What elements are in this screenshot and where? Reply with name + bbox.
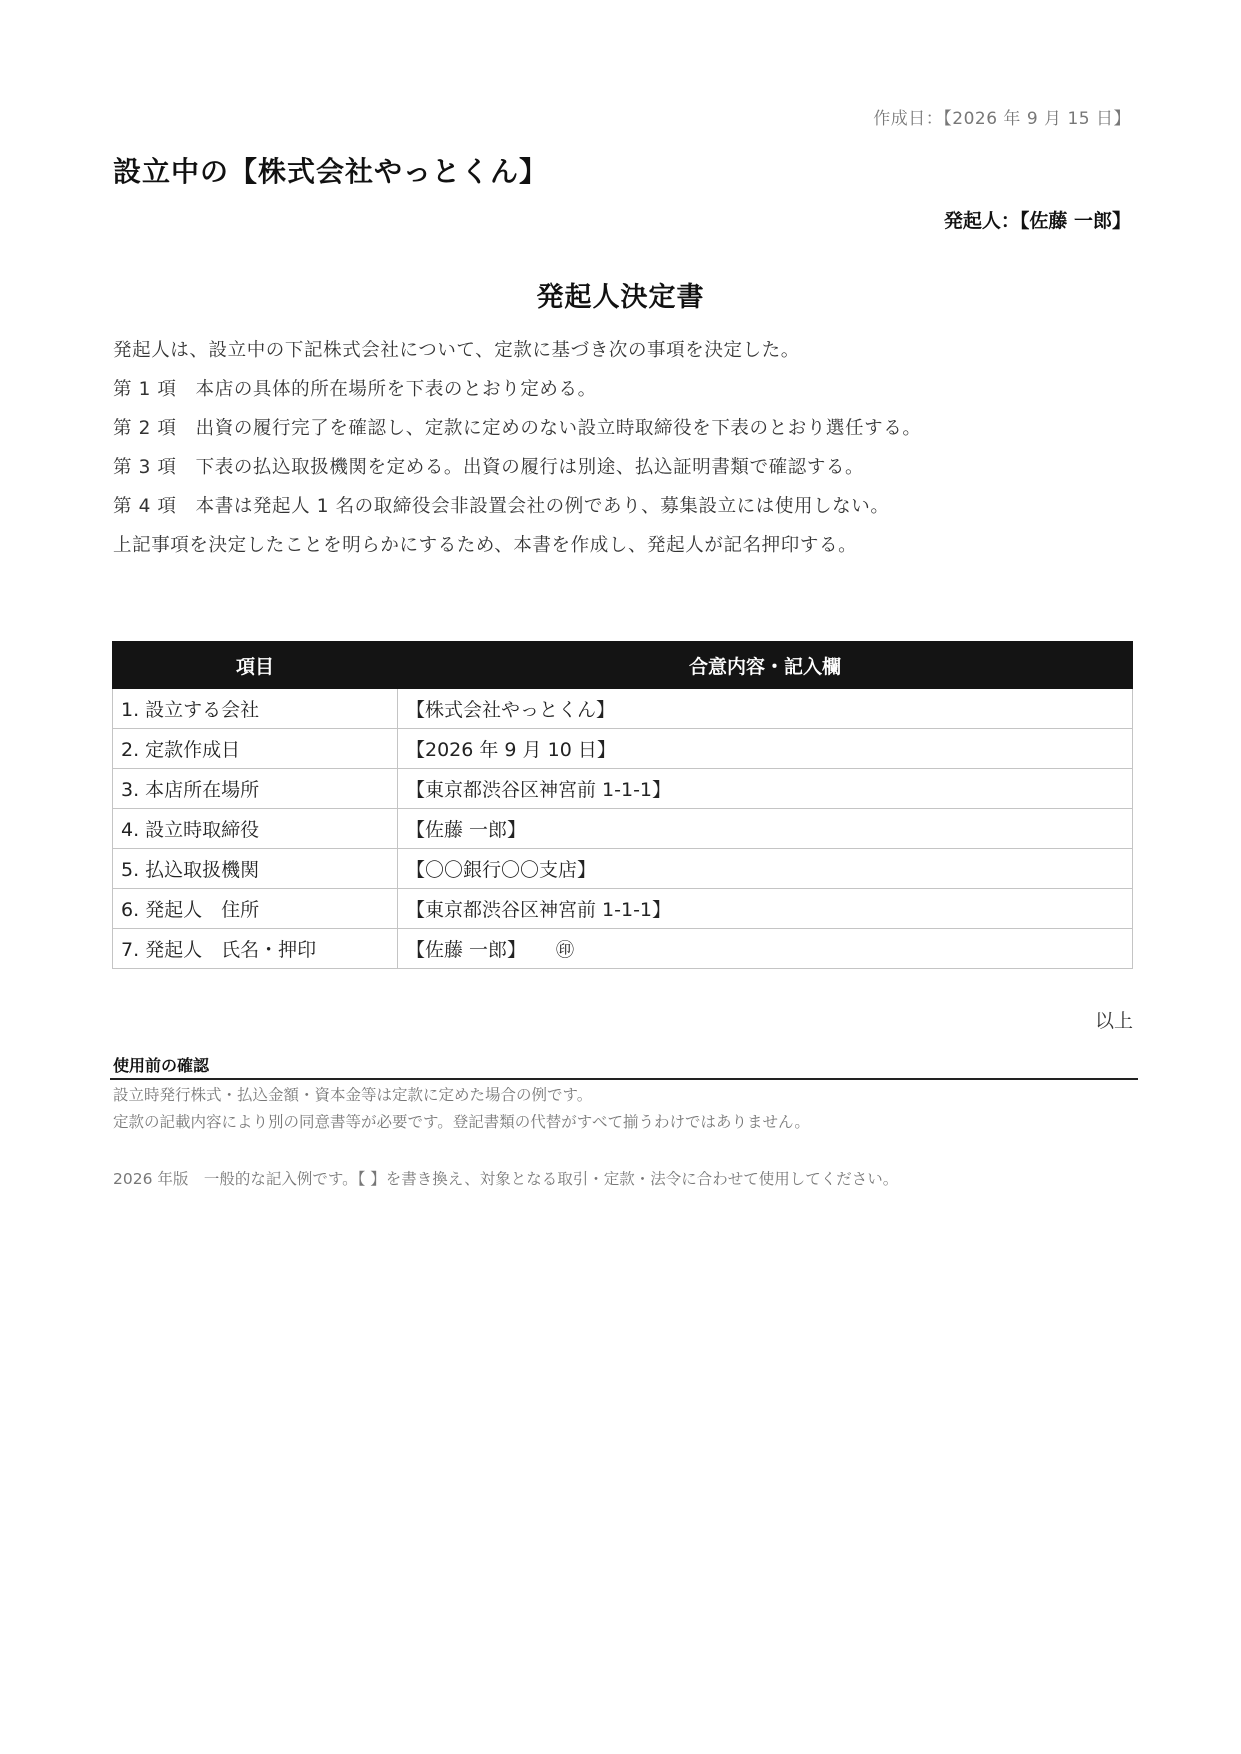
table-row bbox=[113, 809, 1133, 849]
body-line: 第 3 項 下表の払込取扱機関を定める。出資の履行は別途、払込証明書類で確認する。 bbox=[113, 457, 865, 478]
row-value: 【東京都渋谷区神宮前 1-1-1】 bbox=[398, 769, 1133, 809]
row-value: 【〇〇銀行〇〇支店】 bbox=[398, 849, 1133, 889]
row-item: 7. 発起人 氏名・押印 bbox=[113, 929, 398, 969]
note-line: 設立時発行株式・払込金額・資本金等は定款に定めた場合の例です。 bbox=[113, 1086, 593, 1104]
row-item: 5. 払込取扱機関 bbox=[113, 849, 398, 889]
row-value: 【2026 年 9 月 10 日】 bbox=[398, 729, 1133, 769]
created-date: 作成日：【2026 年 9 月 15 日】 bbox=[873, 109, 1131, 129]
promoter-name: 発起人：【佐藤 一郎】 bbox=[943, 210, 1131, 232]
row-item: 2. 定款作成日 bbox=[113, 729, 398, 769]
row-item: 4. 設立時取締役 bbox=[113, 809, 398, 849]
body-line: 上記事項を決定したことを明らかにするため、本書を作成し、発起人が記名押印する。 bbox=[113, 535, 858, 556]
table-row bbox=[113, 689, 1133, 729]
document-heading: 発起人決定書 bbox=[536, 282, 705, 313]
details-table bbox=[112, 641, 1133, 969]
row-value-signature bbox=[398, 929, 1133, 969]
column-header-item: 項目 bbox=[113, 642, 398, 689]
body-line: 第 4 項 本書は発起人 1 名の取締役会非設置会社の例であり、募集設立には使用しない。 bbox=[113, 496, 890, 517]
company-title: 設立中の【株式会社やっとくん】 bbox=[113, 155, 549, 188]
resolution-body bbox=[113, 337, 1133, 571]
row-value: 【佐藤 一郎】 bbox=[398, 809, 1133, 849]
closing-text: 以上 bbox=[1094, 1010, 1133, 1032]
table-row bbox=[113, 929, 1133, 969]
body-line: 発起人は、設立中の下記株式会社について、定款に基づき次の事項を決定した。 bbox=[113, 340, 800, 361]
notes-divider bbox=[110, 1078, 1138, 1080]
seal-icon: ㊞ bbox=[556, 940, 575, 961]
body-line: 第 1 項 本店の具体的所在場所を下表のとおり定める。 bbox=[113, 379, 597, 400]
note-line: 定款の記載内容により別の同意書等が必要です。登記書類の代替がすべて揃うわけではありません。 bbox=[113, 1113, 810, 1131]
version-note: 2026 年版 一般的な記入例です。【 】を書き換え、対象となる取引・定款・法令に合わせて使用してください。 bbox=[113, 1170, 899, 1188]
column-header-content: 合意内容・記入欄 bbox=[398, 642, 1133, 689]
table-row bbox=[113, 849, 1133, 889]
row-item: 3. 本店所在場所 bbox=[113, 769, 398, 809]
row-item: 6. 発起人 住所 bbox=[113, 889, 398, 929]
notes-title: 使用前の確認 bbox=[113, 1056, 210, 1075]
notes-body bbox=[113, 1083, 1133, 1137]
row-value: 【株式会社やっとくん】 bbox=[398, 689, 1133, 729]
row-value: 【東京都渋谷区神宮前 1-1-1】 bbox=[398, 889, 1133, 929]
table-row bbox=[113, 729, 1133, 769]
signature-name: 【佐藤 一郎】 bbox=[406, 939, 527, 961]
table-header-row bbox=[113, 642, 1133, 689]
table-row bbox=[113, 889, 1133, 929]
body-line: 第 2 項 出資の履行完了を確認し、定款に定めのない設立時取締役を下表のとおり選任する。 bbox=[113, 418, 922, 439]
table-row bbox=[113, 769, 1133, 809]
row-item: 1. 設立する会社 bbox=[113, 689, 398, 729]
